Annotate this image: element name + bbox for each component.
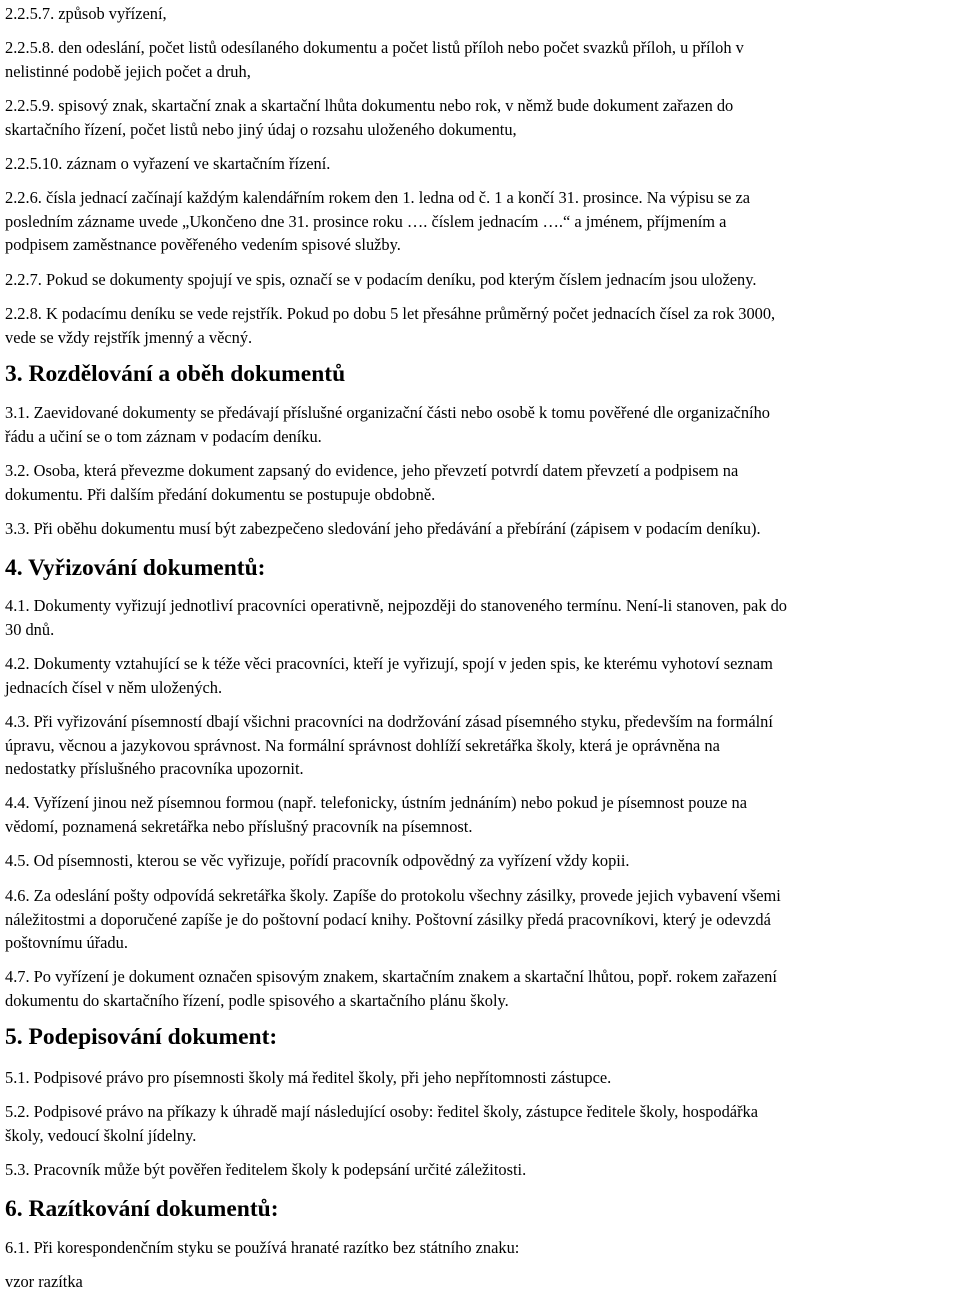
item-3-3 xyxy=(5,517,761,541)
text-line: vzor razítka xyxy=(5,1272,83,1291)
item-5-1 xyxy=(5,1066,611,1090)
text-line: 4.2. Dokumenty vztahující se k téže věci pracovníci, kteří je vyřizují, spojí v jeden spis, ke kterému vyhotoví seznam xyxy=(5,654,773,673)
text-line: podpisem zaměstnance pověřeného vedením spisové služby. xyxy=(5,235,401,254)
item-4-5 xyxy=(5,849,630,873)
text-line: nelistinné podobě jejich počet a druh, xyxy=(5,61,251,81)
text-line: 5.3. Pracovník může být pověřen ředitelem školy k podepsání určité záležitosti. xyxy=(5,1160,527,1179)
section-heading-6: 6. Razítkování dokumentů: xyxy=(5,1196,279,1222)
item-3-1 xyxy=(5,401,770,448)
text-line: 2.2.5.10. záznam o vyřazení ve skartačním řízení. xyxy=(5,154,331,173)
text-line: 4.3. Při vyřizování písemností dbají všichni pracovníci na dodržování zásad písemného styku, především na formální xyxy=(5,712,773,731)
text-line: náležitostmi a doporučené zapíše je do poštovní podací knihy. Poštovní zásilky předá pracovníkovi, který je odevzdá xyxy=(5,909,771,929)
item-4-7 xyxy=(5,965,777,1012)
item-2-2-5-8 xyxy=(5,36,744,83)
text-line: 3.3. Při oběhu dokumentu musí být zabezpečeno sledování jeho předávání a přebírání (zápisem v podacím deníku). xyxy=(5,519,761,538)
item-2-2-8 xyxy=(5,302,775,349)
item-2-2-5-7 xyxy=(5,2,167,26)
text-line: vede se vždy rejstřík jmenný a věcný. xyxy=(5,327,253,347)
item-4-3 xyxy=(5,710,773,781)
item-4-6 xyxy=(5,884,781,955)
text-line: 2.2.8. K podacímu deníku se vede rejstřík. Pokud po dobu 5 let přesáhne průměrný počet jednacích čísel za rok 3000, xyxy=(5,304,776,323)
text-line: řádu a učiní se o tom záznam v podacím deníku. xyxy=(5,426,322,446)
item-5-3 xyxy=(5,1158,526,1182)
item-2-2-5-10 xyxy=(5,152,330,176)
text-line: 2.2.5.9. spisový znak, skartační znak a skartační lhůta dokumentu nebo rok, v němž bude dokument zařazen do xyxy=(5,96,734,115)
section-heading-5: 5. Podepisování dokument: xyxy=(5,1024,278,1050)
text-line: 4.4. Vyřízení jinou než písemnou formou (např. telefonicky, ústním jednáním) nebo pokud je písemnost pouze na xyxy=(5,793,747,812)
text-line: dokumentu. Při dalším předání dokumentu se postupuje obdobně. xyxy=(5,484,436,504)
text-line: 6.1. Při korespondenčním styku se používá hranaté razítko bez státního znaku: xyxy=(5,1238,520,1257)
text-line: 3.2. Osoba, která převezme dokument zapsaný do evidence, jeho převzetí potvrdí datem převzetí a podpisem na xyxy=(5,461,739,480)
section-heading-3: 3. Rozdělování a oběh dokumentů xyxy=(5,361,346,387)
text-line: jednacích čísel v něm uložených. xyxy=(5,677,223,697)
item-3-2 xyxy=(5,459,738,506)
text-line: 4.6. Za odeslání pošty odpovídá sekretářka školy. Zapíše do protokolu všechny zásilky, provede jejich vybavení všemi xyxy=(5,886,781,905)
item-4-4 xyxy=(5,791,747,838)
text-line: 2.2.7. Pokud se dokumenty spojují ve spis, označí se v podacím deníku, pod kterým číslem jednacím jsou uloženy. xyxy=(5,270,757,289)
text-line: poštovnímu úřadu. xyxy=(5,933,128,952)
item-6-1 xyxy=(5,1236,519,1260)
text-line: úpravu, věcnou a jazykovou správnost. Na formální správnost dohlíží sekretářka školy, která je oprávněna na xyxy=(5,735,720,755)
section-heading-4: 4. Vyřizování dokumentů: xyxy=(5,555,266,581)
text-line: vědomí, poznamená sekretářka nebo příslušný pracovník na písemnost. xyxy=(5,816,473,836)
text-line: školy, vedoucí školní jídelny. xyxy=(5,1125,197,1145)
text-line: 4.1. Dokumenty vyřizují jednotliví pracovníci operativně, nejpozději do stanoveného termínu. Není-li stanoven, pak do xyxy=(5,596,788,615)
text-line: 2.2.6. čísla jednací začínají každým kalendářním rokem den 1. ledna od č. 1 a končí 31. prosince. Na výpisu se za xyxy=(5,188,751,207)
text-line: 2.2.5.8. den odeslání, počet listů odesílaného dokumentu a počet listů příloh nebo počet svazků příloh, u příloh v xyxy=(5,38,744,57)
text-line: 4.5. Od písemnosti, kterou se věc vyřizuje, pořídí pracovník odpovědný za vyřízení vždy kopii. xyxy=(5,851,630,870)
text-line: skartačního řízení, počet listů nebo jiný údaj o rozsahu uloženého dokumentu, xyxy=(5,119,517,139)
item-5-2 xyxy=(5,1100,758,1147)
text-line: dokumentu do skartačního řízení, podle spisového a skartačního plánu školy. xyxy=(5,990,509,1010)
text-line: nedostatky příslušného pracovníka upozornit. xyxy=(5,759,304,778)
text-line: 4.7. Po vyřízení je dokument označen spisovým znakem, skartačním znakem a skartační lhůtou, popř. rokem zařazení xyxy=(5,967,777,986)
text-line: 5.2. Podpisové právo na příkazy k úhradě mají následující osoby: ředitel školy, zástupce ředitele školy, hospodářka xyxy=(5,1102,759,1121)
text-line: posledním zázname uvede „Ukončeno dne 31. prosince roku …. číslem jednacím ….“ a jménem, příjmením a xyxy=(5,211,727,231)
item-2-2-7 xyxy=(5,268,756,292)
item-2-2-5-9 xyxy=(5,94,733,141)
text-line: 30 dnů. xyxy=(5,619,55,639)
text-line: 5.1. Podpisové právo pro písemnosti školy má ředitel školy, při jeho nepřítomnosti zástupce. xyxy=(5,1068,612,1087)
item-4-1 xyxy=(5,594,787,641)
item-4-2 xyxy=(5,652,773,699)
item-2-2-6 xyxy=(5,186,750,257)
text-line: 3.1. Zaevidované dokumenty se předávají příslušné organizační části nebo osobě k tomu pověřené dle organizačního xyxy=(5,403,770,422)
text-line: 2.2.5.7. způsob vyřízení, xyxy=(5,4,167,23)
